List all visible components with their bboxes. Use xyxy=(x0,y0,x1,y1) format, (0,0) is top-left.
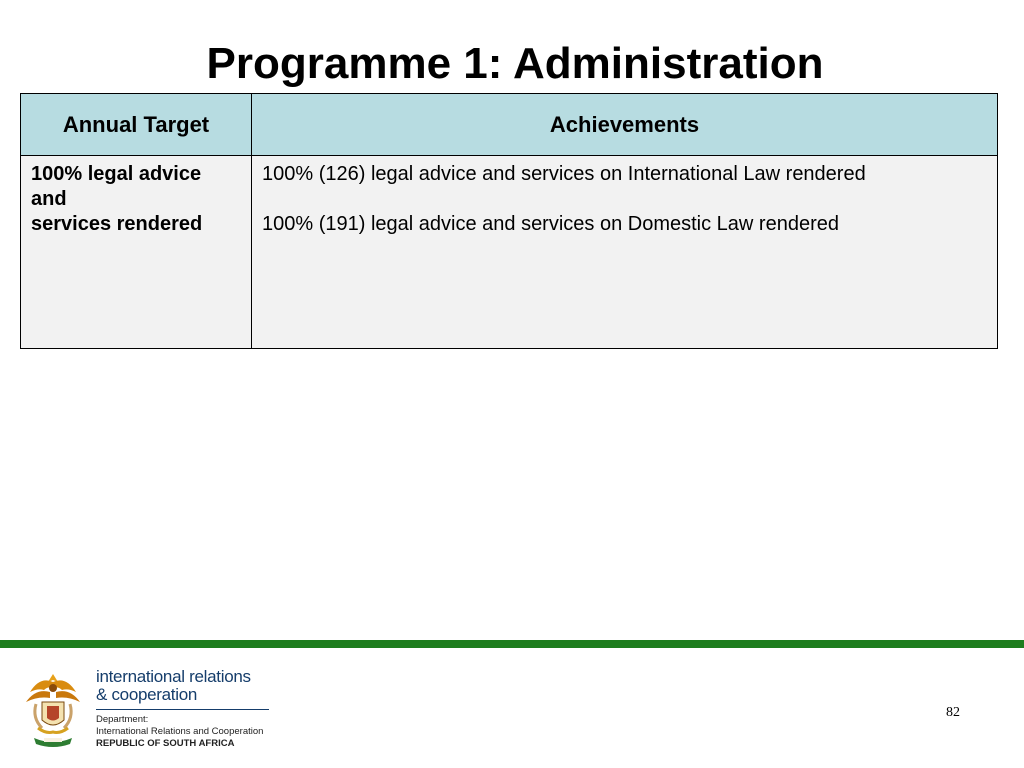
achievement-domestic-law: 100% (191) legal advice and services on Domestic Law rendered xyxy=(262,213,839,235)
department-logo xyxy=(96,668,276,750)
achievement-international-law: 100% (126) legal advice and services on International Law rendered xyxy=(262,163,866,185)
logo-text-line1: international relations xyxy=(96,667,251,686)
department-label: Department: xyxy=(96,714,149,725)
department-name: International Relations and Cooperation xyxy=(96,726,264,737)
annual-target-cell xyxy=(21,156,252,349)
target-achievement-table xyxy=(20,93,998,349)
table-row xyxy=(21,156,998,349)
page-number: 82 xyxy=(946,705,960,720)
annual-target-text: 100% legal advice and services rendered xyxy=(31,163,203,235)
page-title: Programme 1: Administration xyxy=(206,39,824,88)
achievements-cell xyxy=(252,156,998,349)
logo-divider xyxy=(96,709,269,710)
column-header-achievements: Achievements xyxy=(252,94,998,156)
logo-text-line2: & cooperation xyxy=(96,685,198,704)
table-header-row xyxy=(21,94,998,156)
column-header-annual-target: Annual Target xyxy=(21,94,252,156)
footer-divider-bar xyxy=(0,640,1024,648)
country-name: REPUBLIC OF SOUTH AFRICA xyxy=(96,738,235,749)
coat-of-arms-icon xyxy=(22,668,84,752)
